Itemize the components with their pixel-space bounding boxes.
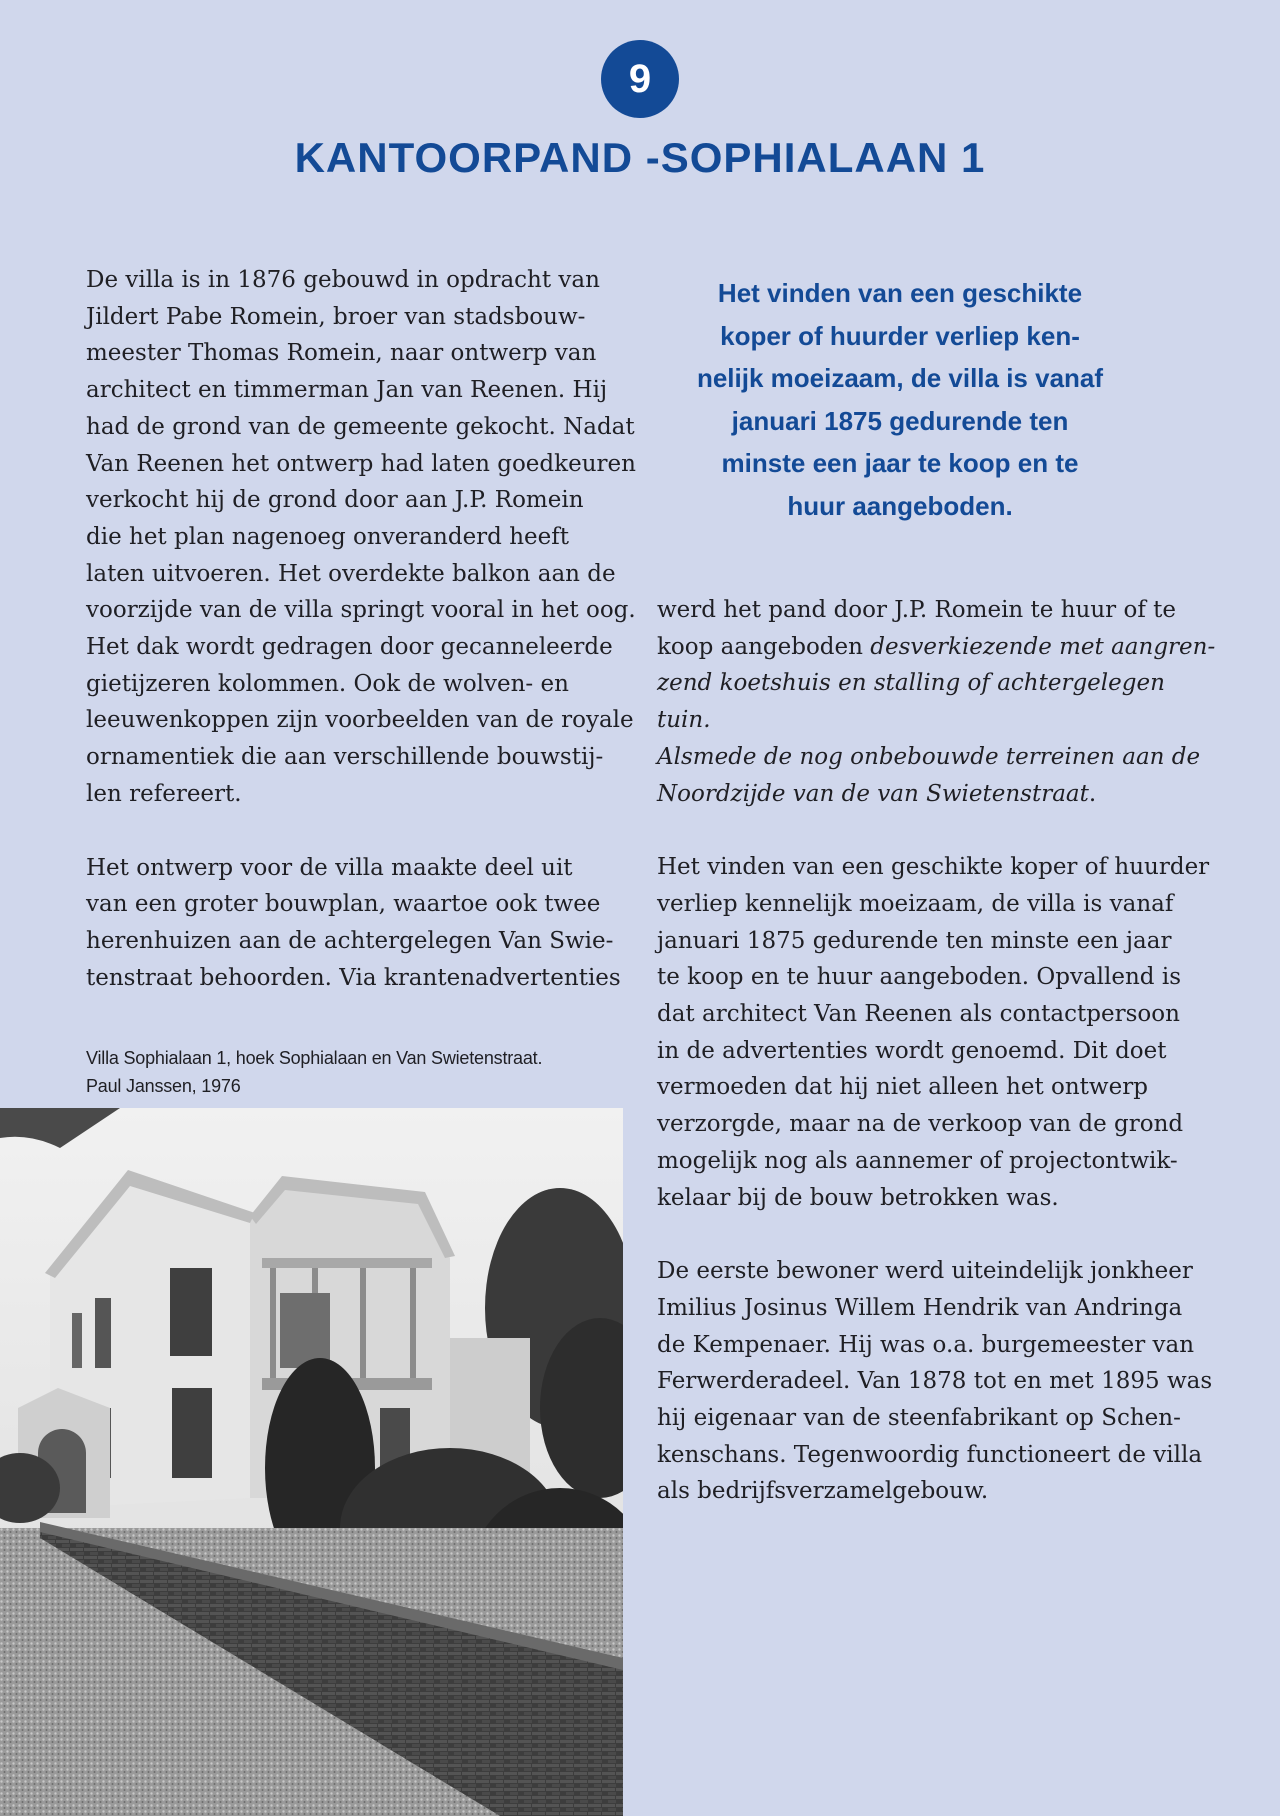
pull-quote: Het vinden van een geschikte koper of huurder verliep ken- nelijk moeizaam, de villa is vanaf januari 1875 gedurende ten minste een jaar te koop en te huur aangeboden. — [696, 278, 1104, 521]
right-paragraph-1-italic: desverkiezende met aangren- zend koetshuis en stalling of achtergelegen tuin. Alsmede de nog onbebouwde terreinen aan de Noordzijde van de van Swietenstraat — [657, 633, 1216, 807]
left-paragraph-2: Het ontwerp voor de villa maakte deel uit van een groter bouwplan, waartoe ook twee herenhuizen aan de achtergelegen Van Swie- tenstraat behoorden. Via krantenadvertenties — [86, 854, 621, 991]
page-number-badge — [601, 40, 679, 118]
villa-photo — [0, 1108, 623, 1816]
right-column — [657, 592, 1217, 1510]
left-column — [86, 262, 646, 996]
left-paragraph-1: De villa is in 1876 gebouwd in opdracht van Jildert Pabe Romein, broer van stadsbouw- meester Thomas Romein, naar ontwerp van architect en timmerman Jan van Reenen. Hij had de grond van de gemeente gekocht. Nadat Van Reenen het ontwerp had laten goedkeuren verkocht hij de grond door aan J.P. Romein die het plan nagenoeg onveranderd heeft laten uitvoeren. Het overdekte balkon aan de voorzijde van de villa springt vooral in het oog. Het dak wordt gedragen door gecanneleerde gietijzeren kolommen. Ook de wolven- en leeuwenkoppen zijn voorbeelden van de royale ornamentiek die aan verschillende bouwstij- len refereert. — [86, 267, 636, 807]
right-paragraph-1-text: werd het pand door J.P. Romein te huur of te koop aangeboden — [657, 597, 1176, 660]
right-paragraph-3: De eerste bewoner werd uiteindelijk jonkheer Imilius Josinus Willem Hendrik van Andringa de Kempenaer. Hij was o.a. burgemeester van Ferwerderadeel. Van 1878 tot en met 1895 was hij eigenaar van de steenfabrikant op Schen- kenschans. Tegenwoordig functioneert de villa als bedrijfsverzamelgebouw. — [657, 1258, 1213, 1505]
right-paragraph-1 — [657, 592, 1217, 812]
page-number: 9 — [628, 56, 652, 101]
page-title: KANTOORPAND -SOPHIALAAN 1 — [294, 134, 986, 181]
right-paragraph-1-end: . — [1088, 780, 1097, 807]
photo-caption: Villa Sophialaan 1, hoek Sophialaan en Van Swietenstraat. Paul Janssen, 1976 — [86, 1048, 543, 1096]
right-paragraph-2: Het vinden van een geschikte koper of huurder verliep kennelijk moeizaam, de villa is vanaf januari 1875 gedurende ten minste een jaar te koop en te huur aangeboden. Opvallend is dat architect Van Reenen als contactpersoon in de advertenties wordt genoemd. Dit doet vermoeden dat hij niet alleen het ontwerp verzorgde, maar na de verkoop van de grond mogelijk nog als aannemer of projectontwik- kelaar bij de bouw betrokken was. — [657, 854, 1210, 1211]
